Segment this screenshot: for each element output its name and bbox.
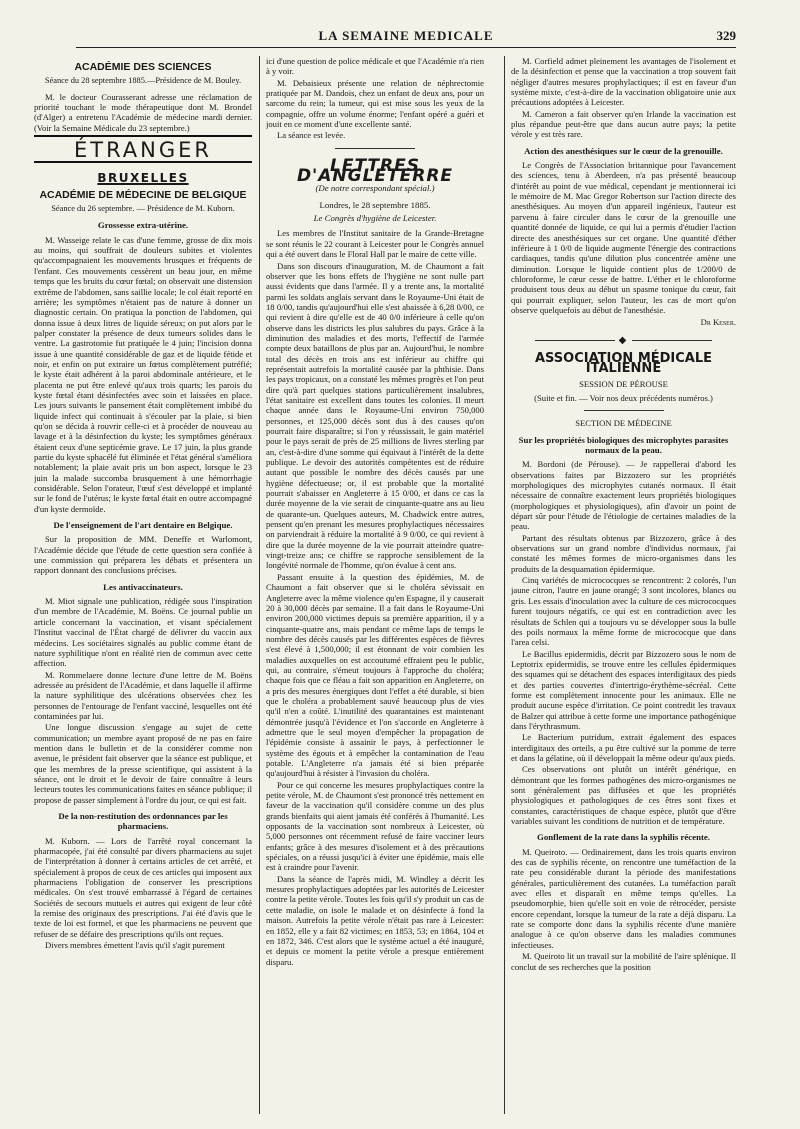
section-title: LETTRES D'ANGLETERRE (296, 155, 454, 187)
paragraph: M. Queiroto. — Ordinairement, dans les trois quarts environ des cas de syphilis récente, on rencontre une tuméfaction de la rate peu considérable durant la période des manifestations générales, particulièrement des cutanées. La tuméfaction paraît avec elles et disparaît en même temps qu'elles. La pseudomorphie, bien qu'elle soit en voie de rétrocéder, persiste encore cependant, lorsque la tumeur de la rate a déjà disparu. La rate se comporte donc dans la syphilis récente d'une manière analogue à ce qu'on observe dans les maladies communes infectieuses. (511, 846, 736, 950)
column-3 (511, 56, 736, 1116)
paragraph: M. Miot signale une publication, rédigée sous l'inspiration d'un membre de l'Académie, M. Boëns. Ce journal publie un article concernant la vaccination, et visant spécialement l'Institut vaccinal de l'État chargé de délivrer du vaccin aux médecins. Les sociétaires signalés au public comme étant de nature syphilitique n'ont en réalité rien de commun avec cette affection. (34, 596, 252, 669)
page-number: 329 (716, 28, 736, 43)
paragraph: M. Queiroto lit un travail sur la mobilité de l'aire splénique. Il conclut de ses recherches que la position (511, 951, 736, 972)
subheading: Sur les propriétés biologiques des microphytes parasites normaux de la peau. (518, 434, 729, 455)
column-rule (259, 56, 260, 1114)
session-line: Séance du 26 septembre. — Présidence de M. Kuborn. (51, 204, 235, 214)
subheading: Gonflement de la rate dans la syphilis récente. (537, 832, 710, 843)
journal-title: LA SEMAINE MEDICALE (318, 28, 494, 43)
session-line: SESSION DE PÉROUSE (579, 378, 668, 389)
ornament-divider: ◆ (511, 336, 736, 346)
paragraph: Cinq variétés de micrococques se rencontrent: 2 colorés, l'un jaune citron, l'autre en jaune orangé; 3 sont incolores, blancs ou gris. Les essais d'inoculation avec la culture de ces micrococques furent toujours négatifs, ce qui est en contradiction avec les résultats de Schlen qui a toujours vu se développer sous la bulle des poils normaux la même forme de micrococque que dans l'area celsi. (511, 575, 736, 648)
subheading: De la non-restitution des ordonnances par les pharmaciens. (58, 811, 228, 832)
column-1 (34, 56, 252, 1116)
paragraph: Pour ce qui concerne les mesures prophylactiques contre la petite vérole, M. de Chaumont s'est prononcé très nettement en faveur de la vaccination qu'il considère comme un des plus grands bienfaits qui aient jamais été conférés à l'humanité. Les opposants de la vaccination sont nombreux à Leicester, où 5,000 personnes ont récemment refusé de faire vacciner leurs enfants; grâce à des mesures d'isolement et à des précautions spéciales, on a réussi jusqu'ici à éviter une épidémie, mais elle est à craindre pour l'avenir. (266, 779, 484, 873)
section-heading: ACADÉMIE DE MÉDECINE DE BELGIQUE (39, 188, 247, 201)
subheading: De l'enseignement de l'art dentaire en Belgique. (53, 520, 233, 531)
paragraph: M. Cameron a fait observer qu'en Irlande la vaccination est plus répandue peut-être que dans aucun autre pays; la petite vérole y est très rare. (511, 108, 736, 140)
paragraph: M. le docteur Courasserant adresse une réclamation de priorité touchant le mode thérapeutique dont M. Brondel (d'Alger) a entretenu l'Académie de médecine mardi dernier. (Voir la Semaine Médicale du 23 septembre.) (34, 91, 252, 133)
paragraph: ici d'une question de police médicale et que l'Académie n'a rien à y voir. (266, 56, 484, 77)
paragraph: Divers membres émettent l'avis qu'il s'agit purement (45, 940, 225, 951)
paragraph: Partant des résultats obtenus par Bizzozero, grâce à des observations sur un grand nombre d'individus normaux, j'ai constaté les mêmes formes de micro-organismes dans les produits de la desquamation épidermique. (511, 532, 736, 574)
paragraph: M. Wasseige relate le cas d'une femme, grosse de dix mois au moins, qui souffrait de douleurs subites et violentes qu'accompagnaient les mouvements brusques et fréquents de l'enfant. Ces mouvements cessèrent un beau jour, en même temps que les bruits du cœur fœtal; on observait une distension extrême de l'abdomen, sans saillie locale; le col était reporté en arrière; les symptômes n'étaient pas de nature à donner un diagnostic certain. On pratiqua la ponction de l'abdomen, qui donna issue à deux litres de liquide séreux; on put alors par le palper constater la présence de deux tumeurs solides dans le ventre. La gastrotomie fut pratiquée le 4 juin; l'incision donna issue à une quantité considérable de gaz et de liquide fétide et noir, et enfin on put extraire un fœtus complètement putréfié; le kyste était adhérent à la paroi abdominale antérieure, et le placenta ne put être enlevé qu'aux trois quarts; les parois du kyste fœtal étant désinfectées avec soin et laissées en place. Les jours suivants le pansement était complètement imbibé du liquide infect qui continuait à s'écouler par la plaie, si bien qu'on se décida à rouvrir celle-ci et à procéder de nouveau au lavage et à la désinfection du kyste; les symptômes généraux étaient ceux d'une septicémie grave. Le 17 juin, la plus grande partie du kyste sphacélé fut éliminée et l'état général s'améliora notablement; la plaie avait pris un bon aspect, lorsque le 23 juin la malade succomba brusquement à une hémorrhagie considérable. Selon l'orateur, l'œuf s'est développé et implanté sur le fond de l'utérus; le kyste fœtal était en outre accompagné d'un kyste dermoïde. (34, 234, 252, 514)
byline: (De notre correspondant spécial.) (315, 183, 435, 194)
paragraph: Une longue discussion s'engage au sujet de cette communication; un membre ayant proposé de ne pas en faire mention dans le bulletin et de la considérer comme non avenue, le président fait observer que la séance est publique, et que les membres de la presse scientifique, qui assistent à la séance, ont le droit et le devoir de faire connaître à leurs lecteurs toutes les communications faites en séance publique; il propose de passer simplement à l'ordre du jour, ce qui est fait. (34, 722, 252, 805)
paragraph: Les membres de l'Institut sanitaire de la Grande-Bretagne se sont réunis le 22 courant à Leicester pour le Congrès annuel qui a été ouvert dans le Floral Hall par le maire de cette ville. (266, 228, 484, 260)
session-line: Séance du 28 septembre 1885.—Présidence de M. Bouley. (44, 76, 242, 86)
continuation-note: (Suite et fin. — Voir nos deux précédents numéros.) (534, 392, 713, 403)
divider (335, 148, 415, 149)
page-header (76, 28, 736, 48)
section-title: ASSOCIATION MÉDICALE ITALIENNE (534, 350, 713, 377)
section-heading: SECTION DE MÉDECINE (575, 418, 672, 429)
divider (34, 135, 252, 137)
paragraph: M. Bordoni (de Pérouse). — Je rappellerai d'abord les observations faites par Bizzozero sur les propriétés morphologiques des microphytes cutanés normaux. Il était nécessaire de connaître exactement leurs propriétés biologiques (morphologiques et physiologiques), afin d'avoir un point de départ sûr pour l'étude de l'étiologie de certaines maladies de la peau. (511, 459, 736, 532)
dateline: Londres, le 28 septembre 1885. (319, 199, 431, 210)
column-2 (266, 56, 484, 1116)
paragraph: Passant ensuite à la question des épidémies, M. de Chaumont a fait observer que si le choléra sévissait en Angleterre avec la même violence qu'en Espagne, il y causerait 20 à 30,000 décès par semaine. Il a fait dans le Royaume-Uni environ 200,000 victimes depuis sa première apparition, il y a cinquante-quatre ans, mais pendant ce même laps de temps le nombre des décès causés par les différentes espèces de fièvres s'est élevé à 1,500,000; il est étonnant de voir combien les maladies auxquelles on est accoutumé effraient peu le public, qui, au contraire, s'émeut toujours à l'approche du choléra; chaque fois que ce fléau a fait son apparition en Angleterre, on a pris des mesures énergiques dont l'effet a été durable, si bien que le choléra a probablement sauvé beaucoup plus de vies qu'il n'en a coûté. L'inutilité des quarantaines est maintenant démontrée jusqu'à l'évidence et l'on s'accorde en Angleterre à admettre que le seul moyen d'empêcher la propagation de l'épidémie consiste à assainir le pays, à perfectionner le système des égouts et à empêcher la contamination de l'eau potable. L'Angleterre n'a jamais été si bien préparée qu'aujourd'hui à résister à l'invasion du choléra. (266, 571, 484, 779)
city-heading: BRUXELLES (97, 171, 189, 186)
paragraph: M. Debaisieux présente une relation de néphrectomie pratiquée par M. Dandois, chez un enfant de deux ans, pour un sarcome du rein; la tumeur, qui est mise sous les yeux de la compagnie, offre un volume énorme; l'enfant opéré a guéri et jouit en ce moment d'une excellente santé. (266, 77, 484, 130)
paragraph: Sur la proposition de MM. Deneffe et Warlomont, l'Académie décide que l'étude de cette question sera confiée à une commission qui préparera les débats et présentera un rapport donnant des conclusions précises. (34, 534, 252, 576)
column-rule (504, 56, 505, 1114)
paragraph: Dans son discours d'inauguration, M. de Chaumont a fait observer que les bons effets de l'hygiène ne sont nulle part aussi évidents que dans l'armée. Il y a trente ans, la mortalité parmi les soldats anglais servant dans le Royaume-Uni était de 18 0/00, tandis qu'aujourd'hui elle s'est abaissée à 6,28 0/00, ce qui revient à dire qu'elle est de 40 0/0 inférieure à celle qu'on observe dans les districts les plus salubres du pays. Grâce à la diminution des maladies et des morts, l'effectif de l'armée compte deux bataillons de plus par an. Aujourd'hui, le nombre total des décès en trois ans est inférieur au chiffre qui représentait autrefois la mortalité causée par la phthisie. Dans les pays tropicaux, on a constaté les mêmes progrès et l'on peut dire qu'à part quelques stations particulièrement insalubres, l'état sanitaire est excellent dans toutes les colonies. Il meurt chaque année dans le Royaume-Uni environ 750,000 personnes, et 125,000 décès sont dus à des causes qu'on pourrait faire disparaître; si l'on y réussissait, le gain matériel pour le pays serait de près de 25 millions de livres sterling par an, c'est-à-dire d'une somme qui équivaut à l'intérêt de la dette publique. Le devoir des autorités compétentes est de réduire autant que possible le nombre des décès causés par une hygiène défectueuse; or, il est probable que la mortalité pourrait s'abaisser en Angleterre à 15 0/00, et dans ce cas la durée moyenne de la vie serait de cinquante-quatre ans au lieu de quarante-un. Quelques auteurs, M. Chadwick entre autres, pensent qu'en prenant les mesures prophylactiques nécessaires on parviendrait à réduire la mortalité à 9 0/00, ce qui revient à dire que la durée moyenne de la vie pourrait atteindre quatre-vingt-treize ans; ce chiffre se rapproche sensiblement de la longévité normale de l'homme, qu'on évalue à cent ans. (266, 260, 484, 571)
section-heading: ACADÉMIE DES SCIENCES (74, 61, 212, 73)
paragraph: Le Bacillus epidermidis, décrit par Bizzozero sous le nom de Leptotrix epidermidis, se trouve entre les cellules épidermiques des squames qui se détachent des espaces interdigitaux des pieds et des parties couvertes d'intertrigo-érythème-sécréal. Cette forme est complètement innocente pour les animaux. Elle ne produit aucune espèce d'irritation. Ce point contredit les travaux de Balzer qui attribue à cette forme une importance pathogénique dans l'érythrasmum. (511, 648, 736, 731)
signature: Dr Keser. (700, 317, 736, 328)
paragraph: M. Corfield admet pleinement les avantages de l'isolement et de la désinfection et pense que la vaccination a trop souvent fait négliger d'autres mesures prophylactiques; il est en faveur d'un système mixte, c'est-à-dire de la vaccination obligatoire unie aux précautions adoptées à Leicester. (511, 56, 736, 108)
section-title: ÉTRANGER (73, 138, 213, 163)
paragraph: Ces observations ont plutôt un intérêt générique, en démontrant que les formes pathogènes des micro-organismes ne sont généralement pas diffusées et que les propriétés physiologiques et pathologiques de ces êtres sont fixes et constantes, caractéristiques de chaque espèce, plutôt que d'être variables suivant les conditions de nutrition et de température. (511, 764, 736, 827)
paragraph: M. Rommelaere donne lecture d'une lettre de M. Boëns adressée au président de l'Académie, et dans laquelle il affirme la nature syphilitique des ulcérations observées chez les personnes de l'entourage de l'enfant vacciné, lesquelles ont été contaminées par lui. (34, 669, 252, 721)
paragraph: Le Congrès de l'Association britannique pour l'avancement des sciences, tenu à Aberdeen, n'a pas présenté beaucoup d'intérêt au point de vue médical, cependant je mentionnerai ici le mémoire de M. Mac Gregor Robertson sur l'action directe des anesthésiques. Au moyen d'un appareil ingénieux, l'auteur est parvenu à faire circuler dans le cœur de la grenouille une quantité donnée de liquide, ce qui lui a permis d'étudier l'action directe des anesthésiques sur cet organe. Une quantité d'éther inférieure à 1 0/0 de liquide augmente l'énergie des contractions cardiaques, tandis qu'une dilution plus concentrée amène une diminution. Lorsque le liquide contient plus de 1/200/0 de chloroforme, le cœur cesse de battre. L'éther et le chloroforme produisent tous deux au début un spasme tonique du cœur, fait qui pourrait expliquer, selon l'auteur, les cas de mort qu'on observe quelquefois au début de l'anesthésie. (511, 160, 736, 315)
paragraph: Dans la séance de l'après midi, M. Windley a décrit les mesures prophylactiques adoptées par les autorités de Leicester contre la petite vérole. Toutes les fois qu'il s'y produit un cas de cette maladie, on isole le malade et on désinfecte à fond la maison. Autrefois la petite vérole n'était pas rare à Leicester: en 1852, elle y a fait 82 victimes; en 1853, 53; en 1864, 104 et en 1872, 346. C'est alors que le système actuel a été inauguré, et depuis ce moment la petite vérole a presque entièrement disparu. (266, 873, 484, 967)
divider (584, 410, 664, 411)
paragraph: La séance est levée. (277, 130, 346, 141)
subheading: Le Congrès d'hygiène de Leicester. (313, 213, 437, 224)
subheading: Grossesse extra-utérine. (97, 220, 189, 231)
subheading: Action des anesthésiques sur le cœur de la grenouille. (524, 145, 723, 156)
subheading: Les antivaccinateurs. (103, 581, 183, 592)
paragraph: M. Kuborn. — Lors de l'arrêté royal concernant la pharmacopée, j'ai été consulté par divers pharmaciens au sujet de l'interprétation à donner à certains articles de cet arrêté, et spécialement à propos de ceux de ces articles qui imposent aux pharmaciens l'obligation de conserver les prescriptions médicales. On s'est trouvé embarrassé à l'égard de certaines Sociétés de secours mutuels et autres qui exigent de leur côté la remise des originaux des prescriptions. J'ai été d'avis que le texte de loi est formel, et que les pharmaciens ne peuvent que refuser de se défaire des prescriptions qu'ils ont reçues. (34, 835, 252, 939)
paragraph: Le Bacterium putridum, extrait également des espaces interdigitaux des orteils, a pu être cultivé sur la pomme de terre et dans la gélatine, où il développait la même odeur qu'aux pieds. (511, 732, 736, 763)
